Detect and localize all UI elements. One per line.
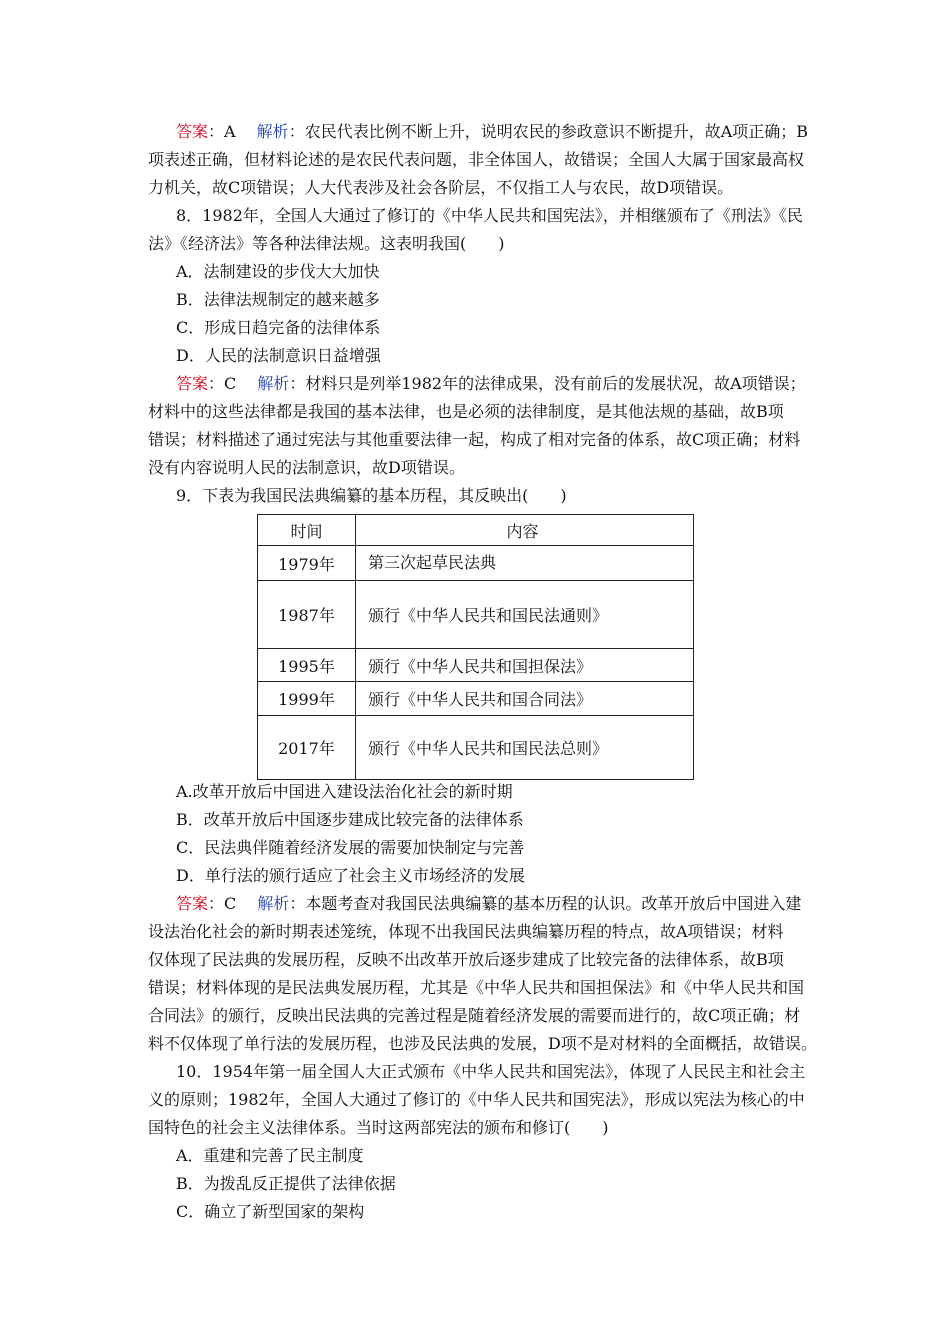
- q10-stem-line-3: 国特色的社会主义法律体系。当时这两部宪法的颁布和修订( ): [148, 1118, 609, 1137]
- table-row: [258, 546, 693, 581]
- row-content: 颁行《中华人民共和国民法总则》: [368, 739, 609, 758]
- analysis-label: 解析: [256, 122, 289, 141]
- answer-label: 答案: [176, 122, 209, 141]
- analysis-text: ：本题考查对我国民法典编纂的基本历程的认识。改革开放后中国进入建: [289, 894, 802, 913]
- q8-answer-line-1: [176, 374, 836, 394]
- q10-option-c: C．确立了新型国家的架构: [176, 1202, 365, 1221]
- history-table: [257, 514, 694, 780]
- q9-analysis-line-4: 错误；材料体现的是民法典发展历程，尤其是《中华人民共和国担保法》和《中华人民共和国: [148, 978, 805, 997]
- row-time: 1987年: [258, 581, 356, 648]
- answer-label: 答案: [176, 374, 209, 393]
- q10-stem-line-2: 义的原则；1982年，全国人大通过了修订的《中华人民共和国宪法》，形成以宪法为核心的中: [148, 1090, 805, 1109]
- q9-option-b: B．改革开放后中国逐步建成比较完备的法律体系: [176, 810, 524, 829]
- answer-value: ：C: [208, 894, 237, 913]
- analysis-text: ：材料只是列举1982年的法律成果，没有前后的发展状况，故A项错误；: [289, 374, 806, 393]
- q8-analysis-line-3: 错误；材料描述了通过宪法与其他重要法律一起，构成了相对完备的体系，故C项正确；材料: [148, 430, 801, 449]
- row-time: 2017年: [258, 716, 356, 779]
- table-header-row: [258, 515, 693, 546]
- q8-option-d: D．人民的法制意识日益增强: [176, 346, 381, 365]
- q8-option-b: B．法律法规制定的越来越多: [176, 290, 380, 309]
- q9-analysis-line-6: 料不仅体现了单行法的发展历程，也涉及民法典的发展，D项不是对材料的全面概括，故错误。: [148, 1034, 817, 1053]
- q7-answer-line-1: [176, 122, 836, 142]
- row-content: 颁行《中华人民共和国民法通则》: [368, 606, 609, 625]
- q10-stem-line-1: 10．1954年第一届全国人大正式颁布《中华人民共和国宪法》，体现了人民民主和社会主: [176, 1062, 806, 1081]
- analysis-label: 解析: [257, 894, 290, 913]
- analysis-label: 解析: [257, 374, 290, 393]
- q9-analysis-line-2: 设法治化社会的新时期表述笼统，体现不出我国民法典编纂历程的特点，故A项错误；材料: [148, 922, 784, 941]
- row-time: 1995年: [258, 649, 356, 681]
- table-row: [258, 581, 693, 649]
- answer-value: ：C: [208, 374, 237, 393]
- q8-stem-line-1: 8．1982年，全国人大通过了修订的《中华人民共和国宪法》，并相继颁布了《刑法》《民: [176, 206, 803, 225]
- row-content: 颁行《中华人民共和国合同法》: [368, 690, 593, 709]
- q8-analysis-line-4: 没有内容说明人民的法制意识，故D项错误。: [148, 458, 465, 477]
- q8-option-c: C．形成日趋完备的法律体系: [176, 318, 381, 337]
- q9-option-c: C．民法典伴随着经济发展的需要加快制定与完善: [176, 838, 525, 857]
- q8-analysis-line-2: 材料中的这些法律都是我国的基本法律，也是必须的法律制度，是其他法规的基础，故B项: [148, 402, 784, 421]
- answer-label: 答案: [176, 894, 209, 913]
- row-time: 1999年: [258, 682, 356, 715]
- header-content: 内容: [506, 521, 539, 541]
- answer-value: ：A: [208, 122, 236, 141]
- q10-option-b: B．为拨乱反正提供了法律依据: [176, 1174, 396, 1193]
- table-row: [258, 716, 693, 779]
- row-time: 1979年: [258, 546, 356, 580]
- q9-option-d: D．单行法的颁行适应了社会主义市场经济的发展: [176, 866, 525, 885]
- q9-answer-line-1: [176, 894, 836, 914]
- row-content: 颁行《中华人民共和国担保法》: [368, 656, 593, 676]
- analysis-text: ：农民代表比例不断上升，说明农民的参政意识不断提升，故A项正确；B: [288, 122, 809, 141]
- q8-stem-line-2: 法》《经济法》等各种法律法规。这表明我国( ): [148, 234, 505, 253]
- table-row: [258, 649, 693, 682]
- q10-option-a: A．重建和完善了民主制度: [176, 1146, 364, 1165]
- q8-option-a: A．法制建设的步伐大大加快: [176, 262, 380, 281]
- q7-analysis-line-2: 项表述正确，但材料论述的是农民代表问题，非全体国人，故错误；全国人大属于国家最高权: [148, 150, 805, 169]
- q9-stem: 9．下表为我国民法典编纂的基本历程，其反映出( ): [176, 486, 567, 505]
- q9-analysis-line-3: 仅体现了民法典的发展历程，反映不出改革开放后逐步建成了比较完备的法律体系，故B项: [148, 950, 784, 969]
- q7-analysis-line-3: 力机关，故C项错误；人大代表涉及社会各阶层，不仅指工人与农民，故D项错误。: [148, 178, 734, 197]
- q9-analysis-line-5: 合同法》的颁行，反映出民法典的完善过程是随着经济发展的需要而进行的，故C项正确；材: [148, 1006, 801, 1025]
- header-time: 时间: [258, 515, 356, 545]
- table-row: [258, 682, 693, 716]
- q9-option-a: A.改革开放后中国进入建设法治化社会的新时期: [176, 782, 513, 801]
- row-content: 第三次起草民法典: [368, 553, 497, 572]
